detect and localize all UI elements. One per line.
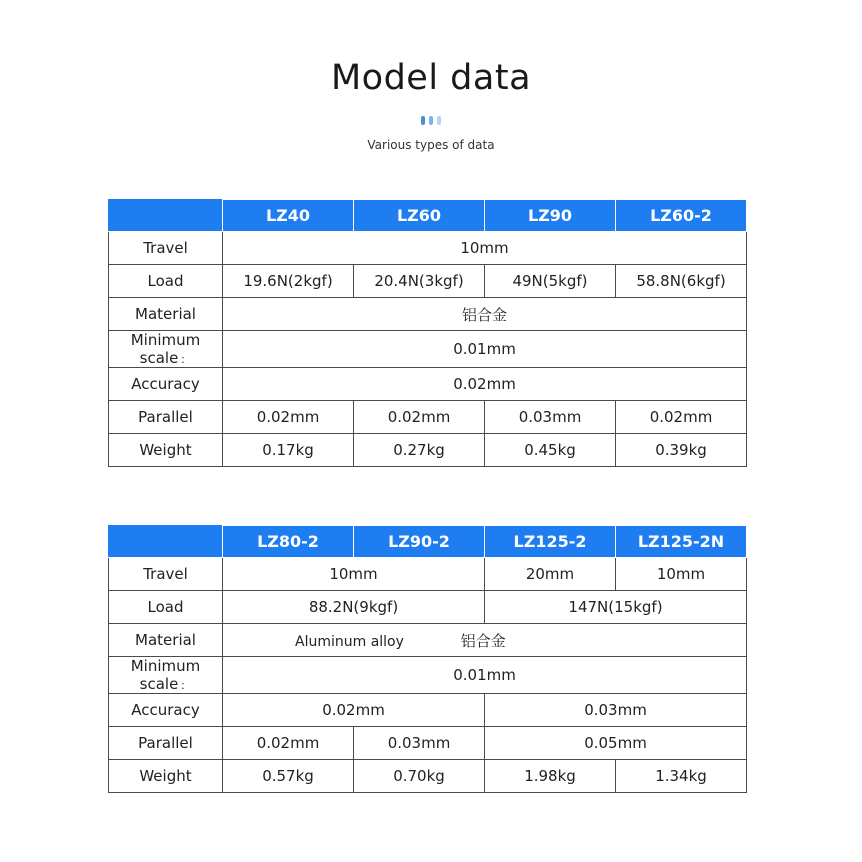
weight-value: 1.34kg — [616, 760, 747, 793]
weight-value: 0.17kg — [223, 434, 354, 467]
table-row-travel — [109, 232, 747, 265]
row-label: Material — [109, 298, 223, 331]
model-header: LZ60 — [354, 200, 485, 232]
parallel-value: 0.02mm — [616, 401, 747, 434]
page-subtitle: Various types of data — [367, 138, 495, 152]
header-corner — [109, 200, 223, 232]
table-row-min-scale — [109, 657, 747, 694]
min-scale-label: Minimum scale — [130, 657, 201, 693]
label-colon: ： — [180, 353, 192, 366]
row-label: Accuracy — [109, 368, 223, 401]
row-label: Load — [109, 591, 223, 624]
label-colon: ： — [180, 679, 192, 692]
load-value: 20.4N(3kgf) — [354, 265, 485, 298]
weight-value: 0.57kg — [223, 760, 354, 793]
travel-value: 10mm — [223, 558, 485, 591]
model-header: LZ90 — [485, 200, 616, 232]
model-header: LZ125-2N — [616, 526, 747, 558]
min-scale-value: 0.01mm — [223, 331, 747, 368]
table-row-min-scale — [109, 331, 747, 368]
min-scale-label: Minimum scale — [130, 331, 201, 367]
table-row-parallel — [109, 727, 747, 760]
model-header: LZ40 — [223, 200, 354, 232]
row-label: Weight — [109, 760, 223, 793]
page-title: Model data — [330, 58, 532, 98]
table-row-material — [109, 624, 747, 657]
material-value-en: Aluminum alloy — [295, 633, 404, 650]
row-label — [109, 331, 223, 368]
model-header: LZ80-2 — [223, 526, 354, 558]
weight-value: 0.45kg — [485, 434, 616, 467]
weight-value: 0.27kg — [354, 434, 485, 467]
decor-dot-1 — [421, 116, 425, 125]
title-decoration — [0, 116, 862, 126]
table-row-material — [109, 298, 747, 331]
parallel-value: 0.02mm — [223, 401, 354, 434]
model-header: LZ125-2 — [485, 526, 616, 558]
accuracy-value: 0.03mm — [485, 694, 747, 727]
load-value: 58.8N(6kgf) — [616, 265, 747, 298]
travel-value: 20mm — [485, 558, 616, 591]
row-label: Parallel — [109, 401, 223, 434]
decor-dot-2 — [429, 116, 433, 125]
travel-value: 10mm — [223, 232, 747, 265]
weight-value: 0.70kg — [354, 760, 485, 793]
table-row-accuracy — [109, 368, 747, 401]
material-value: 铝合金 — [223, 298, 747, 331]
table-row-accuracy — [109, 694, 747, 727]
accuracy-value: 0.02mm — [223, 694, 485, 727]
weight-value: 0.39kg — [616, 434, 747, 467]
parallel-value: 0.02mm — [354, 401, 485, 434]
load-value: 19.6N(2kgf) — [223, 265, 354, 298]
weight-value: 1.98kg — [485, 760, 616, 793]
accuracy-value: 0.02mm — [223, 368, 747, 401]
header-corner — [109, 526, 223, 558]
min-scale-value: 0.01mm — [223, 657, 747, 694]
row-label: Travel — [109, 232, 223, 265]
parallel-value: 0.05mm — [485, 727, 747, 760]
table-row-parallel — [109, 401, 747, 434]
row-label: Weight — [109, 434, 223, 467]
table-row-weight — [109, 760, 747, 793]
parallel-value: 0.03mm — [485, 401, 616, 434]
row-label: Material — [109, 624, 223, 657]
table-header-row — [109, 200, 747, 232]
row-label: Travel — [109, 558, 223, 591]
material-value — [223, 624, 747, 657]
row-label: Accuracy — [109, 694, 223, 727]
load-value: 88.2N(9kgf) — [223, 591, 485, 624]
load-value: 49N(5kgf) — [485, 265, 616, 298]
spec-table-1 — [108, 199, 747, 467]
table-row-weight — [109, 434, 747, 467]
table-row-load — [109, 591, 747, 624]
load-value: 147N(15kgf) — [485, 591, 747, 624]
table-header-row — [109, 526, 747, 558]
row-label: Load — [109, 265, 223, 298]
row-label: Parallel — [109, 727, 223, 760]
table-row-load — [109, 265, 747, 298]
decor-dot-3 — [437, 116, 441, 125]
table-row-travel — [109, 558, 747, 591]
parallel-value: 0.02mm — [223, 727, 354, 760]
material-value-cn: 铝合金 — [460, 631, 506, 650]
row-label — [109, 657, 223, 694]
parallel-value: 0.03mm — [354, 727, 485, 760]
model-header: LZ60-2 — [616, 200, 747, 232]
model-header: LZ90-2 — [354, 526, 485, 558]
travel-value: 10mm — [616, 558, 747, 591]
spec-table-2 — [108, 525, 747, 793]
